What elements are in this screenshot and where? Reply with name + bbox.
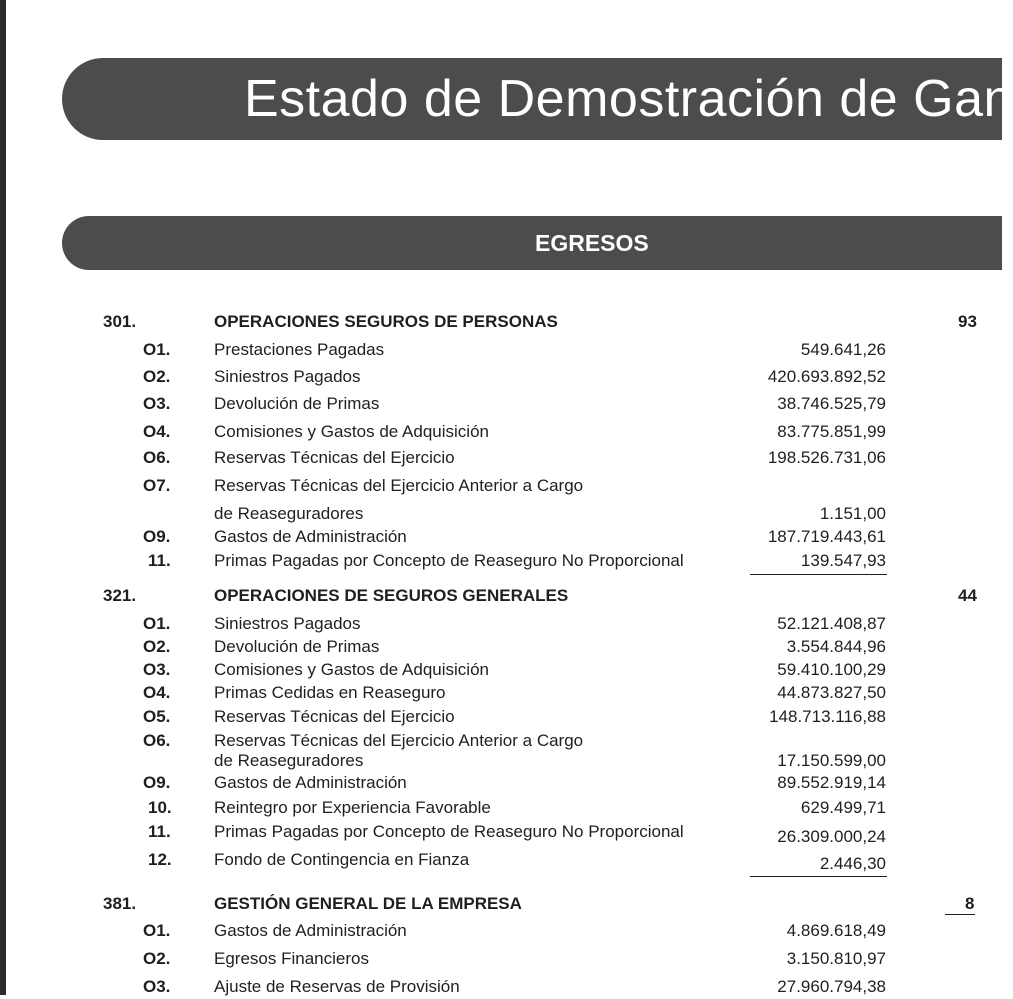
- line-item-row: [0, 919, 975, 943]
- item-code: O2.: [143, 949, 171, 968]
- right-column-code: 8: [965, 894, 975, 913]
- item-code: O3.: [143, 977, 171, 996]
- item-label: Gastos de Administración: [214, 527, 407, 546]
- line-item-continuation-row: [0, 749, 975, 773]
- line-item-row: [0, 975, 975, 999]
- item-amount: 83.775.851,99: [777, 422, 886, 441]
- item-code: O1.: [143, 340, 171, 359]
- line-item-row: [0, 658, 975, 682]
- line-item-row: [0, 420, 975, 444]
- section-header-bar: [62, 216, 1002, 270]
- item-label: Reintegro por Experiencia Favorable: [214, 798, 491, 817]
- item-code: O3.: [143, 660, 171, 679]
- item-label: Reservas Técnicas del Ejercicio Anterior a Cargo: [214, 731, 584, 750]
- item-label: Primas Pagadas por Concepto de Reaseguro No Proporcional: [214, 822, 684, 841]
- item-label: Siniestros Pagados: [214, 367, 361, 386]
- item-code: 10.: [148, 798, 172, 817]
- item-label-continuation: de Reaseguradores: [214, 751, 364, 770]
- line-item-row: [0, 474, 975, 498]
- page-title: Estado de Demostración de Gan: [244, 70, 1013, 128]
- item-label-continuation: de Reaseguradores: [214, 504, 364, 523]
- group-header-row: [0, 892, 975, 916]
- item-code: 11.: [148, 551, 171, 570]
- line-item-row: [0, 549, 975, 573]
- item-label: Devolución de Primas: [214, 394, 380, 413]
- item-label: Devolución de Primas: [214, 637, 380, 656]
- item-code: O3.: [143, 394, 171, 413]
- group-label: OPERACIONES DE SEGUROS GENERALES: [214, 586, 569, 605]
- item-code: 12.: [148, 850, 172, 869]
- group-header-row: [0, 584, 975, 608]
- item-label: Gastos de Administración: [214, 921, 407, 940]
- item-amount: 27.960.794,38: [777, 977, 886, 996]
- item-label: Reservas Técnicas del Ejercicio: [214, 448, 455, 467]
- subtotal-rule: [750, 876, 887, 877]
- line-item-continuation-row: [0, 502, 975, 526]
- group-code: 301.: [103, 312, 137, 331]
- item-amount: 26.309.000,24: [777, 827, 886, 846]
- item-code: O6.: [143, 731, 171, 750]
- item-label: Reservas Técnicas del Ejercicio Anterior a Cargo: [214, 476, 584, 495]
- item-code: O6.: [143, 448, 171, 467]
- item-code: O1.: [143, 614, 171, 633]
- item-label: Ajuste de Reservas de Provisión: [214, 977, 460, 996]
- line-item-row: [0, 612, 975, 636]
- item-label: Reservas Técnicas del Ejercicio: [214, 707, 455, 726]
- section-title: EGRESOS: [535, 230, 649, 256]
- item-label: Primas Cedidas en Reaseguro: [214, 683, 446, 702]
- item-amount: 549.641,26: [800, 340, 886, 359]
- item-label: Prestaciones Pagadas: [214, 340, 385, 359]
- line-item-row: [0, 771, 975, 795]
- item-label: Siniestros Pagados: [214, 614, 361, 633]
- line-item-row: [0, 848, 975, 872]
- item-code: O9.: [143, 773, 171, 792]
- item-label: Comisiones y Gastos de Adquisición: [214, 660, 489, 679]
- right-column-rule: [945, 914, 975, 915]
- title-banner: [62, 58, 1013, 140]
- item-amount: 3.554.844,96: [786, 637, 886, 656]
- line-item-row: [0, 446, 975, 470]
- item-code: O7.: [143, 476, 171, 495]
- item-amount: 38.746.525,79: [777, 394, 886, 413]
- item-amount: 139.547,93: [800, 551, 886, 570]
- item-amount: 4.869.618,49: [786, 921, 886, 940]
- line-item-row: [0, 338, 975, 362]
- line-item-row: [0, 392, 975, 416]
- item-code: O2.: [143, 637, 171, 656]
- line-item-row: [0, 365, 975, 389]
- item-code: O1.: [143, 921, 171, 940]
- line-item-row: [0, 947, 975, 971]
- group-label: GESTIÓN GENERAL DE LA EMPRESA: [214, 894, 522, 913]
- item-amount: 44.873.827,50: [777, 683, 886, 702]
- line-item-row: [0, 796, 975, 820]
- item-code: 11.: [148, 822, 171, 841]
- right-column-code: 44: [958, 586, 977, 605]
- group-header-row: [0, 310, 975, 334]
- subtotal-rule: [750, 574, 887, 575]
- item-amount: 17.150.599,00: [777, 751, 886, 770]
- group-label: OPERACIONES SEGUROS DE PERSONAS: [214, 312, 558, 331]
- item-amount: 2.446,30: [819, 854, 886, 873]
- item-label: Gastos de Administración: [214, 773, 407, 792]
- item-label: Egresos Financieros: [214, 949, 369, 968]
- line-item-row: [0, 635, 975, 659]
- item-code: O4.: [143, 683, 171, 702]
- item-amount: 89.552.919,14: [777, 773, 886, 792]
- item-amount: 59.410.100,29: [777, 660, 886, 679]
- item-code: O5.: [143, 707, 171, 726]
- item-amount: 187.719.443,61: [767, 527, 886, 546]
- item-label: Fondo de Contingencia en Fianza: [214, 850, 470, 869]
- item-label: Primas Pagadas por Concepto de Reaseguro No Proporcional: [214, 551, 684, 570]
- line-item-row: [0, 681, 975, 705]
- item-amount: 198.526.731,06: [767, 448, 886, 467]
- item-amount: 420.693.892,52: [767, 367, 886, 386]
- line-item-row: [0, 820, 975, 844]
- group-code: 321.: [103, 586, 137, 605]
- item-label: Comisiones y Gastos de Adquisición: [214, 422, 489, 441]
- line-item-row: [0, 525, 975, 549]
- item-code: O4.: [143, 422, 171, 441]
- item-code: O9.: [143, 527, 171, 546]
- right-column-code: 93: [958, 312, 977, 331]
- item-amount: 629.499,71: [800, 798, 886, 817]
- item-amount: 148.713.116,88: [769, 707, 886, 726]
- item-amount: 1.151,00: [819, 504, 886, 523]
- group-code: 381.: [103, 894, 137, 913]
- line-item-row: [0, 705, 975, 729]
- item-code: O2.: [143, 367, 171, 386]
- item-amount: 52.121.408,87: [777, 614, 886, 633]
- item-amount: 3.150.810,97: [786, 949, 886, 968]
